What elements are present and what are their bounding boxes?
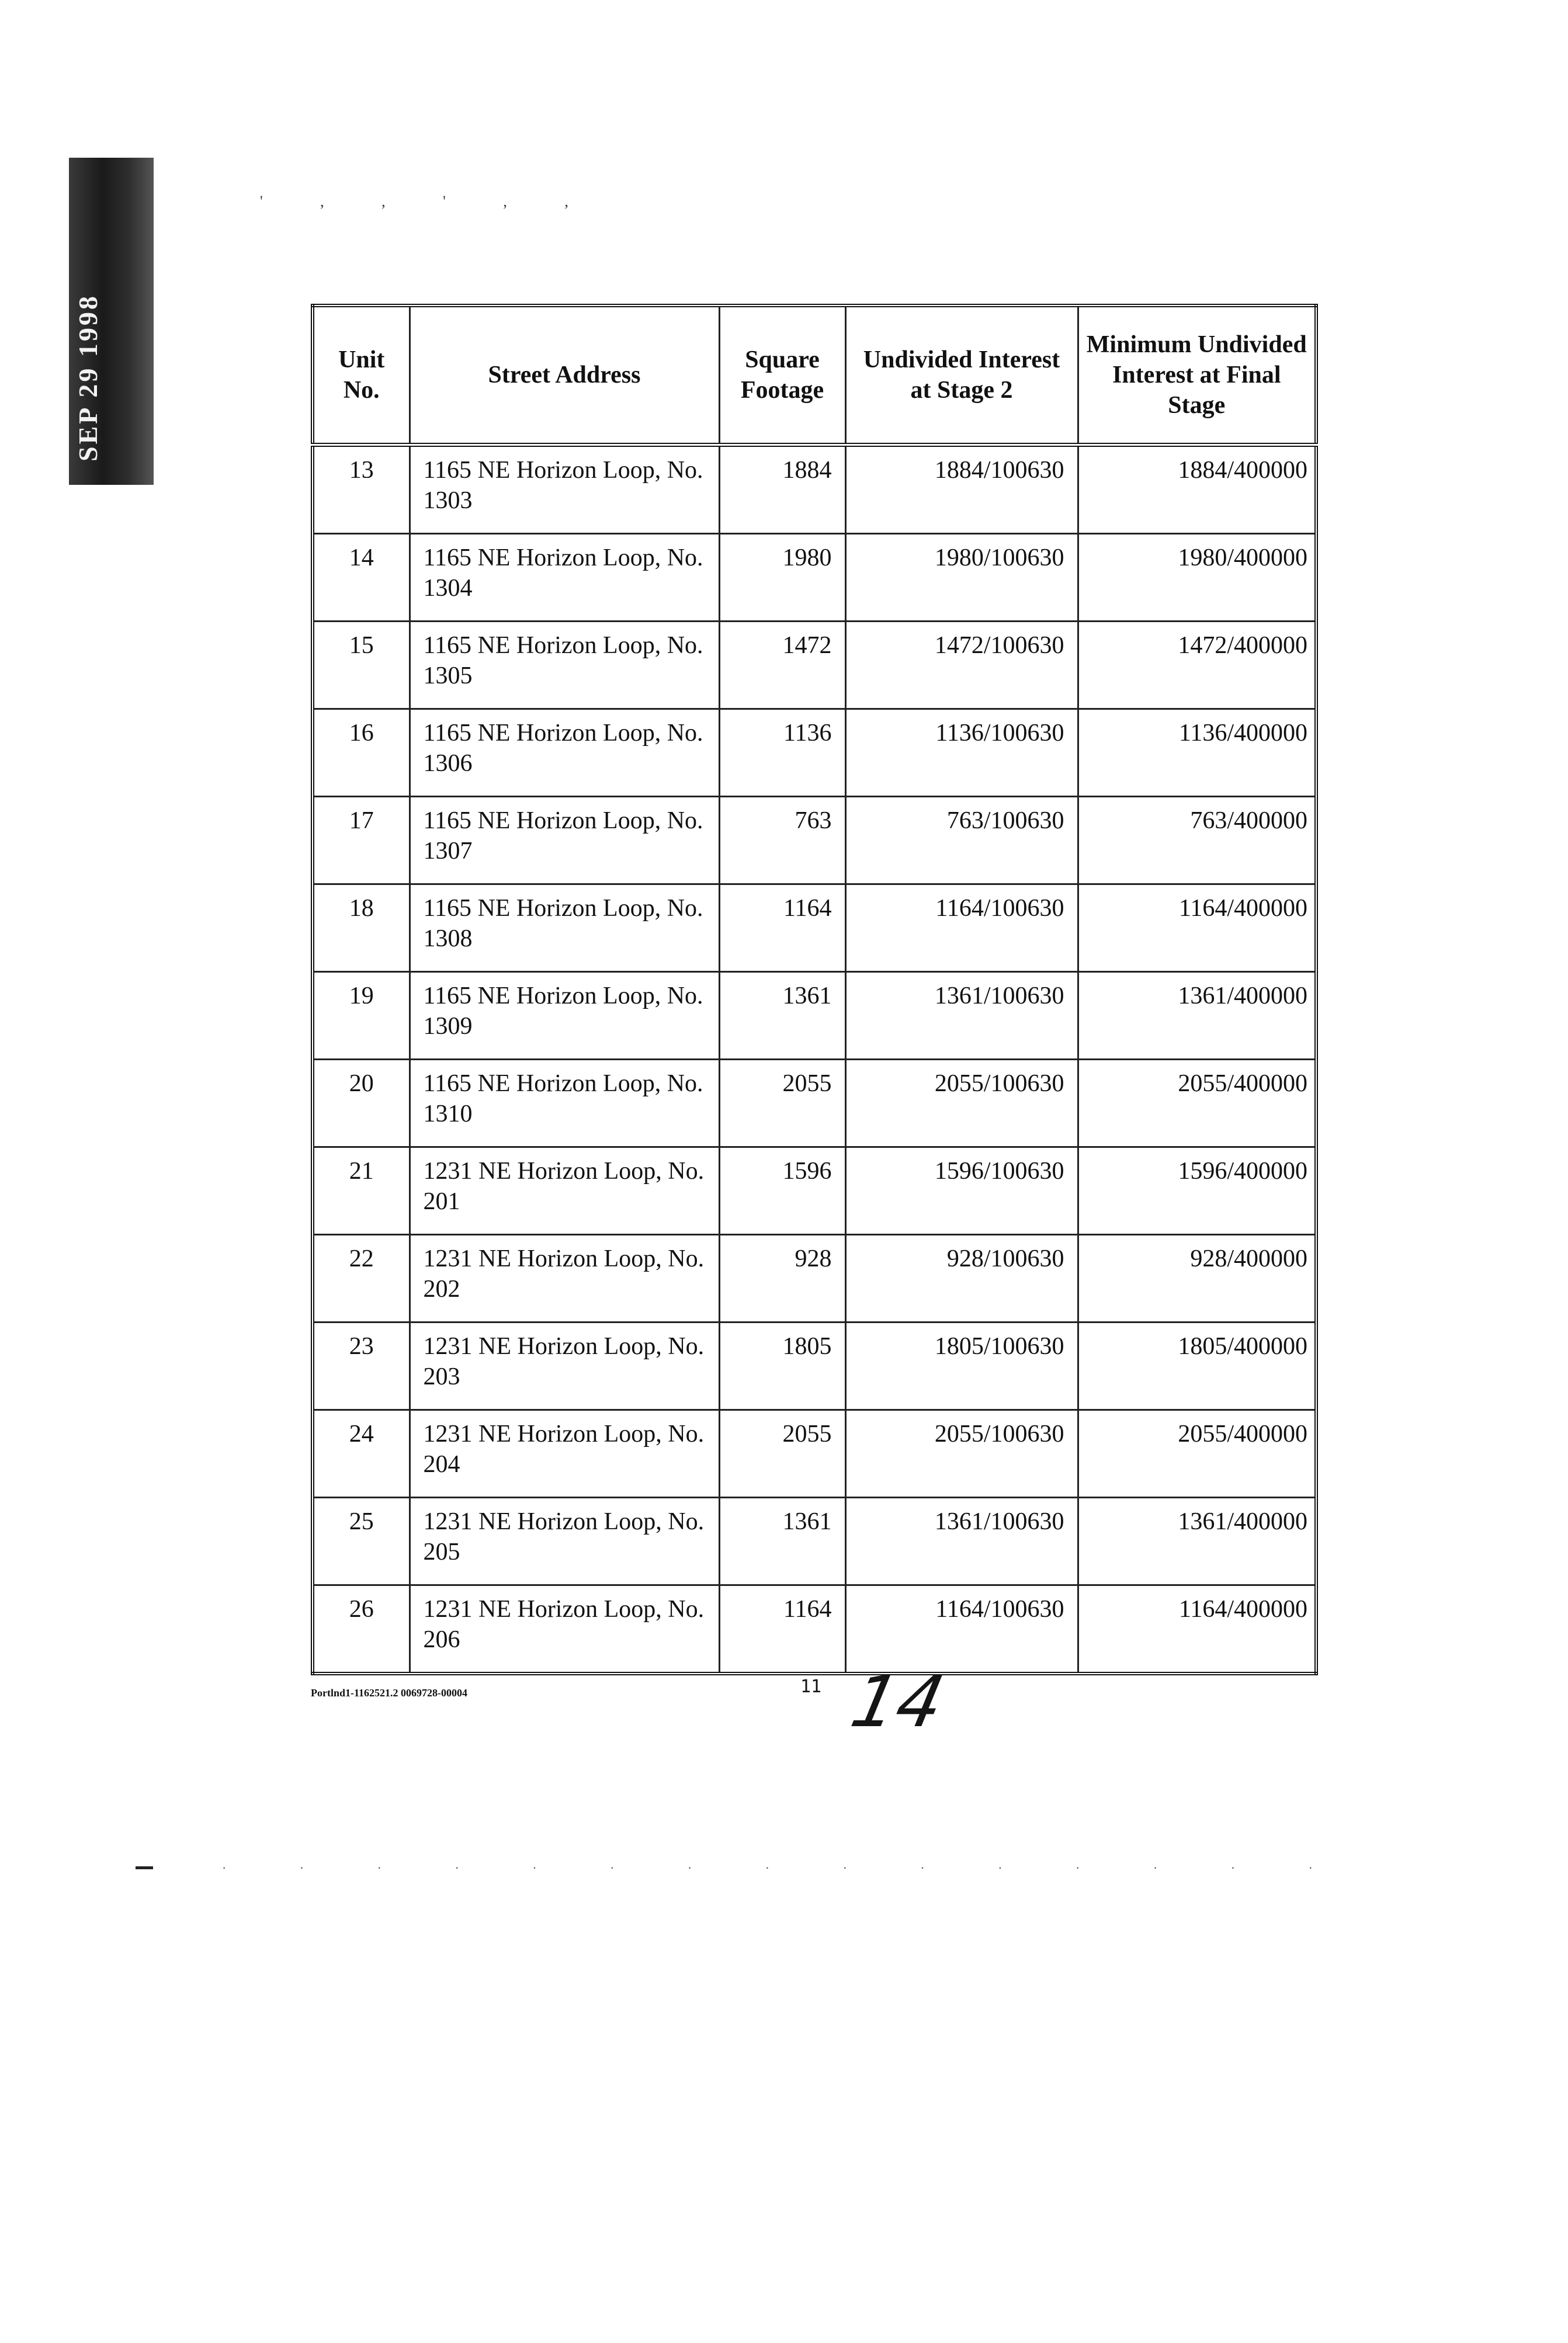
min-interest-final-cell: 1884/400000 (1078, 445, 1316, 534)
street-address-cell: 1165 NE Horizon Loop, No. 1310 (410, 1060, 719, 1147)
street-address-cell: 1231 NE Horizon Loop, No. 202 (410, 1235, 719, 1323)
table-row (313, 1585, 1316, 1674)
handwritten-page-number: 14 (844, 1662, 951, 1743)
unit-no-cell: 14 (313, 534, 410, 622)
min-interest-final-cell: 1164/400000 (1078, 1585, 1316, 1674)
interest-stage-2-cell: 2055/100630 (845, 1060, 1078, 1147)
table-row (313, 1498, 1316, 1585)
table-header-row (313, 306, 1316, 445)
interest-stage-2-cell: 1136/100630 (845, 709, 1078, 797)
street-address-cell: 1165 NE Horizon Loop, No. 1305 (410, 622, 719, 709)
header-unit-no: Unit No. (313, 306, 410, 445)
unit-no-cell: 18 (313, 884, 410, 972)
interest-stage-2-cell: 1361/100630 (845, 972, 1078, 1060)
unit-no-cell: 23 (313, 1323, 410, 1410)
table-row (313, 1410, 1316, 1498)
min-interest-final-cell: 1805/400000 (1078, 1323, 1316, 1410)
table-row (313, 534, 1316, 622)
min-interest-final-cell: 763/400000 (1078, 797, 1316, 884)
min-interest-final-cell: 1361/400000 (1078, 972, 1316, 1060)
received-date-stamp (69, 158, 154, 485)
table-row (313, 445, 1316, 534)
square-footage-cell: 1164 (719, 1585, 845, 1674)
square-footage-cell: 1136 (719, 709, 845, 797)
square-footage-cell: 1980 (719, 534, 845, 622)
square-footage-cell: 1596 (719, 1147, 845, 1235)
min-interest-final-cell: 1361/400000 (1078, 1498, 1316, 1585)
unit-no-cell: 26 (313, 1585, 410, 1674)
street-address-cell: 1165 NE Horizon Loop, No. 1309 (410, 972, 719, 1060)
unit-no-cell: 25 (313, 1498, 410, 1585)
scan-marks: ' , , ' , , (260, 193, 595, 210)
unit-no-cell: 21 (313, 1147, 410, 1235)
min-interest-final-cell: 1164/400000 (1078, 884, 1316, 972)
interest-stage-2-cell: 1361/100630 (845, 1498, 1078, 1585)
unit-no-cell: 24 (313, 1410, 410, 1498)
table-row (313, 1323, 1316, 1410)
square-footage-cell: 763 (719, 797, 845, 884)
table-row (313, 1235, 1316, 1323)
min-interest-final-cell: 1136/400000 (1078, 709, 1316, 797)
page-number: 11 (800, 1676, 822, 1697)
street-address-cell: 1165 NE Horizon Loop, No. 1307 (410, 797, 719, 884)
interest-stage-2-cell: 1596/100630 (845, 1147, 1078, 1235)
interest-stage-2-cell: 1805/100630 (845, 1323, 1078, 1410)
min-interest-final-cell: 2055/400000 (1078, 1060, 1316, 1147)
table-row (313, 797, 1316, 884)
street-address-cell: 1231 NE Horizon Loop, No. 205 (410, 1498, 719, 1585)
square-footage-cell: 928 (719, 1235, 845, 1323)
min-interest-final-cell: 1596/400000 (1078, 1147, 1316, 1235)
interest-stage-2-cell: 1164/100630 (845, 1585, 1078, 1674)
stamp-date-text: SEP 29 1998 (73, 294, 103, 461)
unit-no-cell: 17 (313, 797, 410, 884)
square-footage-cell: 1472 (719, 622, 845, 709)
unit-no-cell: 13 (313, 445, 410, 534)
min-interest-final-cell: 928/400000 (1078, 1235, 1316, 1323)
header-street-address: Street Address (410, 306, 719, 445)
min-interest-final-cell: 1980/400000 (1078, 534, 1316, 622)
interest-stage-2-cell: 2055/100630 (845, 1410, 1078, 1498)
table-row (313, 622, 1316, 709)
header-min-interest-final-stage: Minimum Undivided Interest at Final Stage (1078, 306, 1316, 445)
interest-stage-2-cell: 1164/100630 (845, 884, 1078, 972)
street-address-cell: 1165 NE Horizon Loop, No. 1306 (410, 709, 719, 797)
street-address-cell: 1231 NE Horizon Loop, No. 201 (410, 1147, 719, 1235)
interest-stage-2-cell: 763/100630 (845, 797, 1078, 884)
table-row (313, 972, 1316, 1060)
unit-interest-table (311, 304, 1318, 1675)
unit-no-cell: 15 (313, 622, 410, 709)
table-row (313, 1147, 1316, 1235)
scan-dash-mark (136, 1866, 153, 1869)
unit-no-cell: 19 (313, 972, 410, 1060)
unit-no-cell: 16 (313, 709, 410, 797)
interest-stage-2-cell: 1472/100630 (845, 622, 1078, 709)
square-footage-cell: 2055 (719, 1060, 845, 1147)
square-footage-cell: 2055 (719, 1410, 845, 1498)
document-reference: Portlnd1-1162521.2 0069728-00004 (311, 1687, 467, 1699)
interest-stage-2-cell: 1884/100630 (845, 445, 1078, 534)
unit-no-cell: 20 (313, 1060, 410, 1147)
table-row (313, 709, 1316, 797)
interest-stage-2-cell: 1980/100630 (845, 534, 1078, 622)
unit-no-cell: 22 (313, 1235, 410, 1323)
street-address-cell: 1231 NE Horizon Loop, No. 203 (410, 1323, 719, 1410)
table-row (313, 884, 1316, 972)
street-address-cell: 1231 NE Horizon Loop, No. 206 (410, 1585, 719, 1674)
street-address-cell: 1165 NE Horizon Loop, No. 1304 (410, 534, 719, 622)
interest-stage-2-cell: 928/100630 (845, 1235, 1078, 1323)
square-footage-cell: 1361 (719, 972, 845, 1060)
square-footage-cell: 1164 (719, 884, 845, 972)
square-footage-cell: 1805 (719, 1323, 845, 1410)
table-body (313, 445, 1316, 1674)
header-interest-stage-2: Undivided Interest at Stage 2 (845, 306, 1078, 445)
header-square-footage: Square Footage (719, 306, 845, 445)
square-footage-cell: 1884 (719, 445, 845, 534)
street-address-cell: 1165 NE Horizon Loop, No. 1308 (410, 884, 719, 972)
min-interest-final-cell: 1472/400000 (1078, 622, 1316, 709)
scan-specks: · · · · · · · · · · · · · · · (222, 1860, 1348, 1875)
table-row (313, 1060, 1316, 1147)
square-footage-cell: 1361 (719, 1498, 845, 1585)
street-address-cell: 1165 NE Horizon Loop, No. 1303 (410, 445, 719, 534)
min-interest-final-cell: 2055/400000 (1078, 1410, 1316, 1498)
street-address-cell: 1231 NE Horizon Loop, No. 204 (410, 1410, 719, 1498)
